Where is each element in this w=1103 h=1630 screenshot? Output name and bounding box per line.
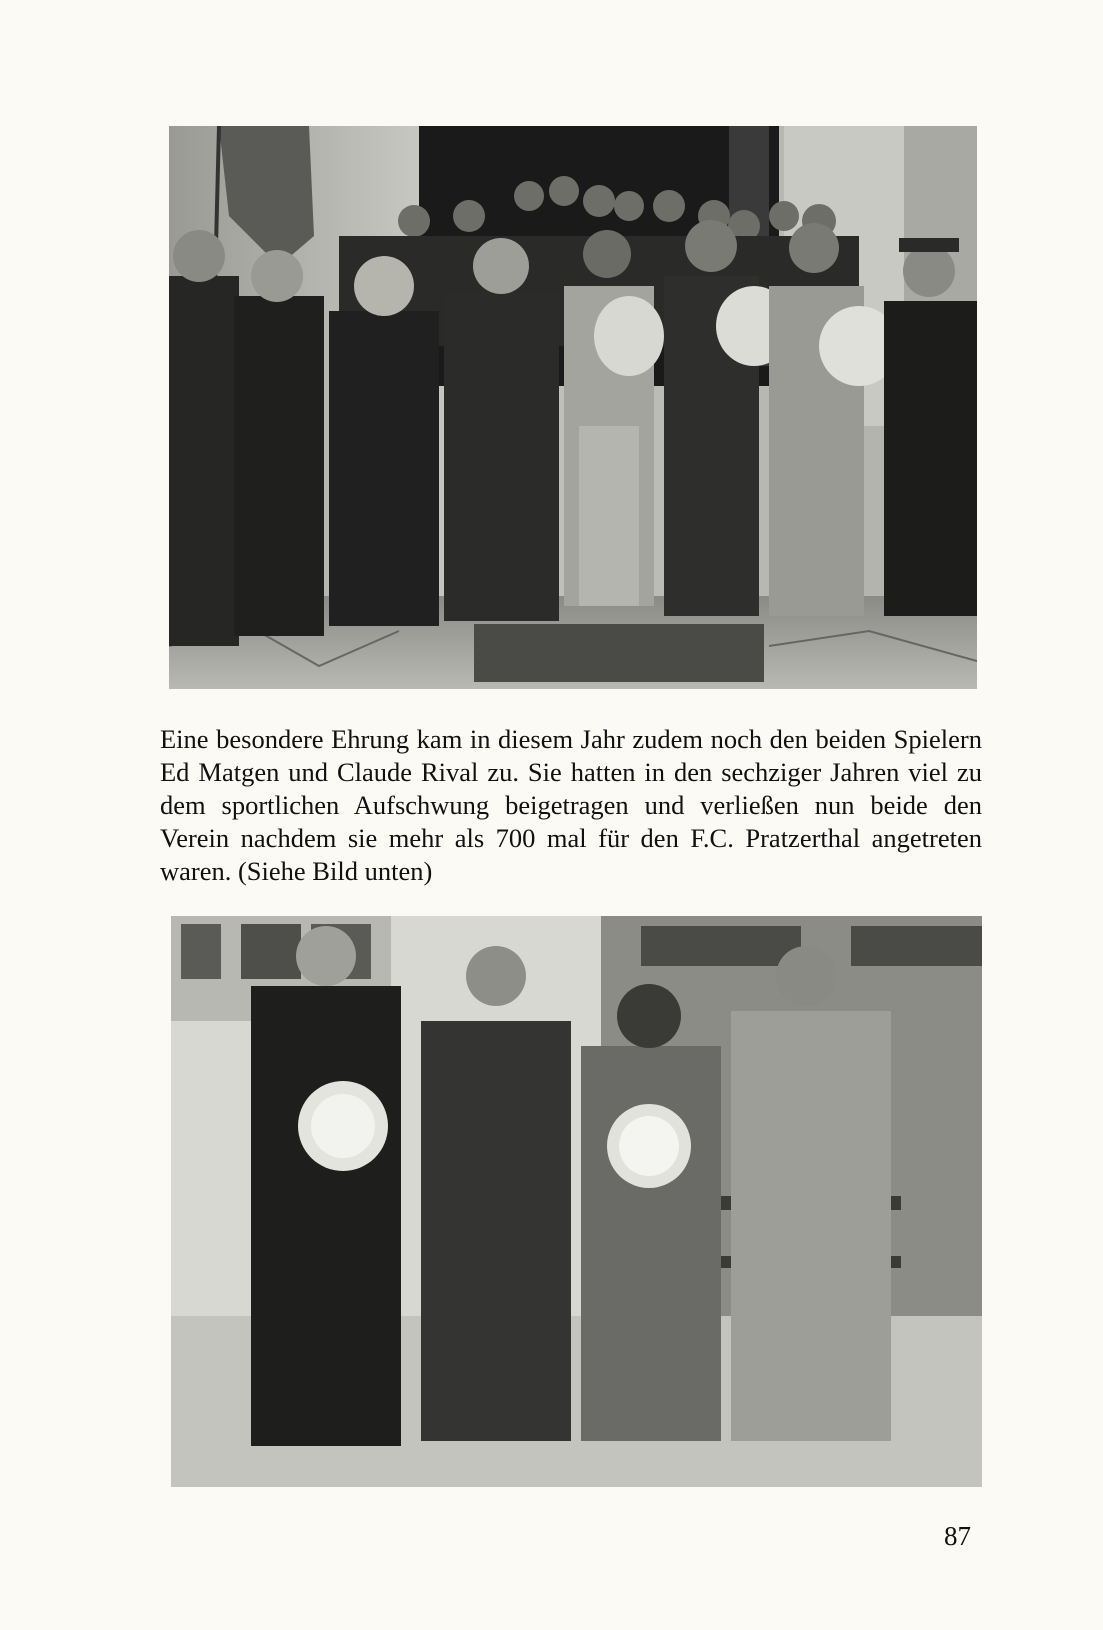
photo-caption: Eine besondere Ehrung kam in diesem Jahr zudem noch den beiden Spielern Ed Matgen und Claude Rival zu. Sie hatten in den sechziger Jahren viel zu dem sportlichen Aufschwung beigetragen und verließen nun beide den Verein nachdem sie mehr als 700 mal für den F.C. Pratzerthal angetreten waren. (Siehe Bild unten) bbox=[160, 724, 982, 886]
honoree-photo-bottom bbox=[171, 916, 982, 1487]
honoree-photo-bottom-image bbox=[171, 916, 982, 1487]
group-photo-top bbox=[169, 126, 977, 689]
group-photo-top-image bbox=[169, 126, 977, 689]
page-number: 87 bbox=[944, 1521, 971, 1551]
